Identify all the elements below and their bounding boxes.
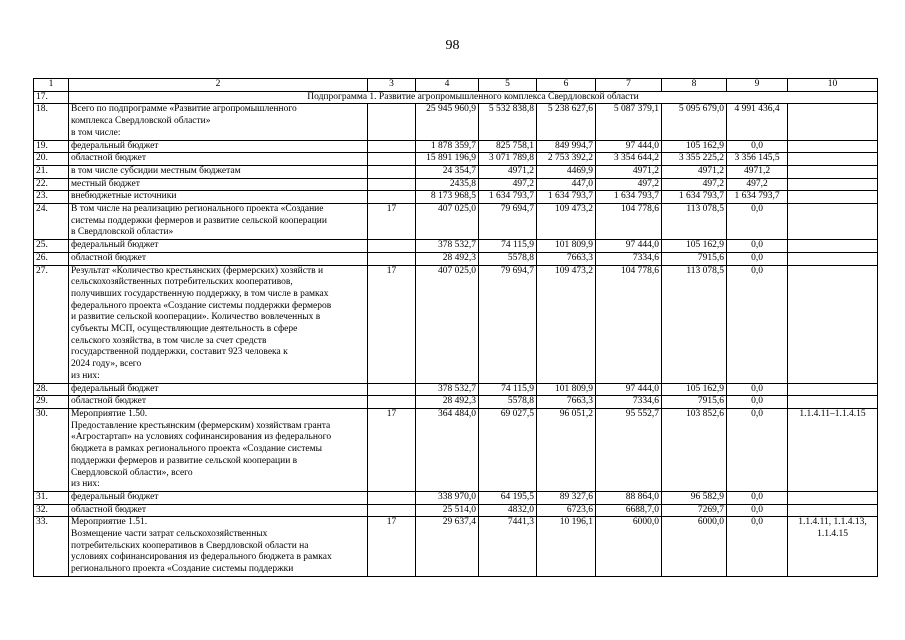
value-col-9: 1 634 793,7 <box>727 191 788 204</box>
value-col-8: 96 582,9 <box>662 491 727 504</box>
table-row <box>34 491 878 504</box>
section-row <box>34 91 878 104</box>
value-col-6: 101 809,9 <box>537 383 596 396</box>
row-reference <box>788 265 878 383</box>
row-number: 18. <box>34 104 69 140</box>
value-col-9: 3 356 145,5 <box>727 153 788 166</box>
value-col-9: 0,0 <box>727 265 788 383</box>
value-col-5: 497,2 <box>479 178 537 191</box>
value-col-5: 69 027,5 <box>479 408 537 491</box>
value-col-6: 7663,3 <box>537 252 596 265</box>
value-col-5: 5578,8 <box>479 396 537 409</box>
value-col-7: 95 552,7 <box>596 408 662 491</box>
row-code <box>368 104 416 140</box>
value-col-6: 4469,9 <box>537 165 596 178</box>
row-reference <box>788 252 878 265</box>
row-number: 32. <box>34 504 69 517</box>
value-col-9: 4 991 436,4 <box>727 104 788 140</box>
value-col-4: 364 484,0 <box>416 408 479 491</box>
value-col-5: 4832,0 <box>479 504 537 517</box>
table-row <box>34 191 878 204</box>
row-reference <box>788 104 878 140</box>
value-col-4: 407 025,0 <box>416 204 479 240</box>
header-cell-2: 2 <box>69 79 368 92</box>
value-col-9: 0,0 <box>727 504 788 517</box>
row-number: 21. <box>34 165 69 178</box>
row-reference <box>788 140 878 153</box>
value-col-8: 103 852,6 <box>662 408 727 491</box>
value-col-6: 1 634 793,7 <box>537 191 596 204</box>
value-col-7: 4971,2 <box>596 165 662 178</box>
value-col-9: 0,0 <box>727 383 788 396</box>
row-name: Результат «Количество крестьянских (фермерских) хозяйств и сельскохозяйственных потребительских кооперативов, получивших государственную поддержку, в том числе в рамках федерального проекта «Создание системы поддержки фермеров и развитие сельской кооперации». Количество вовлеченных в субъекты МСП, осуществляющие деятельность в сфере сельского хозяйства, в том числе за счет средств государственной поддержки, составит 923 человека к 2024 году», всего из них: <box>69 265 368 383</box>
row-number: 29. <box>34 396 69 409</box>
value-col-7: 6000,0 <box>596 517 662 577</box>
value-col-9: 0,0 <box>727 140 788 153</box>
value-col-7: 97 444,0 <box>596 240 662 253</box>
table-row <box>34 252 878 265</box>
value-col-5: 74 115,9 <box>479 240 537 253</box>
value-col-6: 96 051,2 <box>537 408 596 491</box>
table-row <box>34 396 878 409</box>
header-row <box>34 79 878 92</box>
header-cell-6: 6 <box>537 79 596 92</box>
value-col-8: 105 162,9 <box>662 140 727 153</box>
value-col-5: 5 532 838,8 <box>479 104 537 140</box>
value-col-4: 338 970,0 <box>416 491 479 504</box>
row-number: 22. <box>34 178 69 191</box>
row-number: 28. <box>34 383 69 396</box>
value-col-6: 447,0 <box>537 178 596 191</box>
row-code <box>368 153 416 166</box>
row-name: федеральный бюджет <box>69 491 368 504</box>
row-reference <box>788 240 878 253</box>
row-code <box>368 491 416 504</box>
row-reference <box>788 504 878 517</box>
value-col-9: 0,0 <box>727 396 788 409</box>
row-code: 17 <box>368 517 416 577</box>
value-col-9: 4971,2 <box>727 165 788 178</box>
value-col-7: 104 778,6 <box>596 265 662 383</box>
value-col-5: 79 694,7 <box>479 265 537 383</box>
value-col-7: 104 778,6 <box>596 204 662 240</box>
row-name: областной бюджет <box>69 396 368 409</box>
row-number: 25. <box>34 240 69 253</box>
row-reference <box>788 383 878 396</box>
value-col-6: 2 753 392,2 <box>537 153 596 166</box>
row-name: В том числе на реализацию регионального проекта «Создание системы поддержки фермеров и развитие сельской кооперации в Свердловской области» <box>69 204 368 240</box>
table-row <box>34 408 878 491</box>
row-name: областной бюджет <box>69 504 368 517</box>
value-col-5: 7441,3 <box>479 517 537 577</box>
header-cell-3: 3 <box>368 79 416 92</box>
row-reference <box>788 396 878 409</box>
value-col-6: 849 994,7 <box>537 140 596 153</box>
value-col-8: 4971,2 <box>662 165 727 178</box>
value-col-9: 0,0 <box>727 517 788 577</box>
row-name: федеральный бюджет <box>69 383 368 396</box>
page-number: 98 <box>445 38 460 53</box>
value-col-8: 7915,6 <box>662 396 727 409</box>
value-col-8: 3 355 225,2 <box>662 153 727 166</box>
value-col-4: 29 637,4 <box>416 517 479 577</box>
value-col-8: 113 078,5 <box>662 265 727 383</box>
row-name: Всего по подпрограмме «Развитие агропромышленного комплекса Свердловской области» в том числе: <box>69 104 368 140</box>
value-col-9: 0,0 <box>727 240 788 253</box>
row-code: 17 <box>368 408 416 491</box>
value-col-5: 5578,8 <box>479 252 537 265</box>
row-code: 17 <box>368 204 416 240</box>
row-name: Мероприятие 1.50. Предоставление крестьянским (фермерским) хозяйствам гранта «Агростартап» на условиях софинансирования из федерального бюджета в рамках регионального проекта «Создание системы поддержки фермеров и развитие сельской кооперации в Свердловской области», всего из них: <box>69 408 368 491</box>
table-row <box>34 240 878 253</box>
value-col-4: 378 532,7 <box>416 383 479 396</box>
value-col-6: 109 473,2 <box>537 265 596 383</box>
value-col-7: 6688,7,0 <box>596 504 662 517</box>
value-col-9: 0,0 <box>727 491 788 504</box>
table-row <box>34 517 878 577</box>
value-col-7: 3 354 644,2 <box>596 153 662 166</box>
row-number: 19. <box>34 140 69 153</box>
value-col-4: 2435,8 <box>416 178 479 191</box>
row-code <box>368 165 416 178</box>
row-name: областной бюджет <box>69 153 368 166</box>
value-col-7: 5 087 379,1 <box>596 104 662 140</box>
row-name: внебюджетные источники <box>69 191 368 204</box>
value-col-7: 88 864,0 <box>596 491 662 504</box>
row-code <box>368 396 416 409</box>
row-name: в том числе субсидии местным бюджетам <box>69 165 368 178</box>
table-row <box>34 153 878 166</box>
value-col-6: 5 238 627,6 <box>537 104 596 140</box>
row-name: Мероприятие 1.51. Возмещение части затрат сельскохозяйственных потребительских кооперативов в Свердловской области на условиях софинансирования из федерального бюджета в рамках регионального проекта «Создание системы поддержки <box>69 517 368 577</box>
row-code <box>368 191 416 204</box>
section-number: 17. <box>34 91 69 104</box>
row-code: 17 <box>368 265 416 383</box>
value-col-9: 497,2 <box>727 178 788 191</box>
row-reference <box>788 204 878 240</box>
table-row <box>34 504 878 517</box>
value-col-7: 1 634 793,7 <box>596 191 662 204</box>
value-col-8: 105 162,9 <box>662 383 727 396</box>
value-col-5: 64 195,5 <box>479 491 537 504</box>
row-number: 33. <box>34 517 69 577</box>
row-code <box>368 252 416 265</box>
value-col-5: 74 115,9 <box>479 383 537 396</box>
value-col-4: 25 514,0 <box>416 504 479 517</box>
row-code <box>368 383 416 396</box>
value-col-4: 24 354,7 <box>416 165 479 178</box>
table-row <box>34 383 878 396</box>
header-cell-5: 5 <box>479 79 537 92</box>
value-col-8: 5 095 679,0 <box>662 104 727 140</box>
row-reference <box>788 165 878 178</box>
row-number: 30. <box>34 408 69 491</box>
value-col-8: 6000,0 <box>662 517 727 577</box>
header-cell-10: 10 <box>788 79 878 92</box>
value-col-9: 0,0 <box>727 252 788 265</box>
table-row <box>34 178 878 191</box>
value-col-4: 1 878 359,7 <box>416 140 479 153</box>
table-row <box>34 140 878 153</box>
header-cell-9: 9 <box>727 79 788 92</box>
row-number: 24. <box>34 204 69 240</box>
value-col-4: 378 532,7 <box>416 240 479 253</box>
row-number: 27. <box>34 265 69 383</box>
section-title: Подпрограмма 1. Развитие агропромышленного комплекса Свердловской области <box>69 91 878 104</box>
row-code <box>368 178 416 191</box>
value-col-6: 6723,6 <box>537 504 596 517</box>
row-reference <box>788 178 878 191</box>
header-cell-4: 4 <box>416 79 479 92</box>
budget-table <box>33 78 878 577</box>
table-row <box>34 265 878 383</box>
value-col-8: 113 078,5 <box>662 204 727 240</box>
row-number: 20. <box>34 153 69 166</box>
value-col-4: 28 492,3 <box>416 396 479 409</box>
value-col-8: 7269,7 <box>662 504 727 517</box>
value-col-4: 25 945 960,9 <box>416 104 479 140</box>
value-col-4: 15 891 196,9 <box>416 153 479 166</box>
value-col-8: 7915,6 <box>662 252 727 265</box>
header-cell-1: 1 <box>34 79 69 92</box>
value-col-8: 1 634 793,7 <box>662 191 727 204</box>
value-col-8: 105 162,9 <box>662 240 727 253</box>
value-col-6: 89 327,6 <box>537 491 596 504</box>
row-name: местный бюджет <box>69 178 368 191</box>
row-code <box>368 240 416 253</box>
value-col-6: 109 473,2 <box>537 204 596 240</box>
row-code <box>368 504 416 517</box>
row-number: 23. <box>34 191 69 204</box>
row-code <box>368 140 416 153</box>
value-col-6: 10 196,1 <box>537 517 596 577</box>
value-col-7: 97 444,0 <box>596 140 662 153</box>
value-col-4: 407 025,0 <box>416 265 479 383</box>
value-col-4: 28 492,3 <box>416 252 479 265</box>
row-number: 31. <box>34 491 69 504</box>
value-col-7: 97 444,0 <box>596 383 662 396</box>
value-col-5: 3 071 789,8 <box>479 153 537 166</box>
value-col-8: 497,2 <box>662 178 727 191</box>
row-reference <box>788 153 878 166</box>
table-row <box>34 204 878 240</box>
value-col-6: 101 809,9 <box>537 240 596 253</box>
value-col-5: 79 694,7 <box>479 204 537 240</box>
row-reference <box>788 191 878 204</box>
value-col-7: 497,2 <box>596 178 662 191</box>
row-name: областной бюджет <box>69 252 368 265</box>
header-cell-7: 7 <box>596 79 662 92</box>
value-col-5: 1 634 793,7 <box>479 191 537 204</box>
table-row <box>34 104 878 140</box>
value-col-4: 8 173 968,5 <box>416 191 479 204</box>
row-reference: 1.1.4.11, 1.1.4.13, 1.1.4.15 <box>788 517 878 577</box>
value-col-5: 4971,2 <box>479 165 537 178</box>
value-col-7: 7334,6 <box>596 252 662 265</box>
value-col-9: 0,0 <box>727 204 788 240</box>
row-reference <box>788 491 878 504</box>
row-name: федеральный бюджет <box>69 240 368 253</box>
row-name: федеральный бюджет <box>69 140 368 153</box>
value-col-7: 7334,6 <box>596 396 662 409</box>
table-row <box>34 165 878 178</box>
row-reference: 1.1.4.11–1.1.4.15 <box>788 408 878 491</box>
row-number: 26. <box>34 252 69 265</box>
value-col-6: 7663,3 <box>537 396 596 409</box>
value-col-5: 825 758,1 <box>479 140 537 153</box>
header-cell-8: 8 <box>662 79 727 92</box>
value-col-9: 0,0 <box>727 408 788 491</box>
